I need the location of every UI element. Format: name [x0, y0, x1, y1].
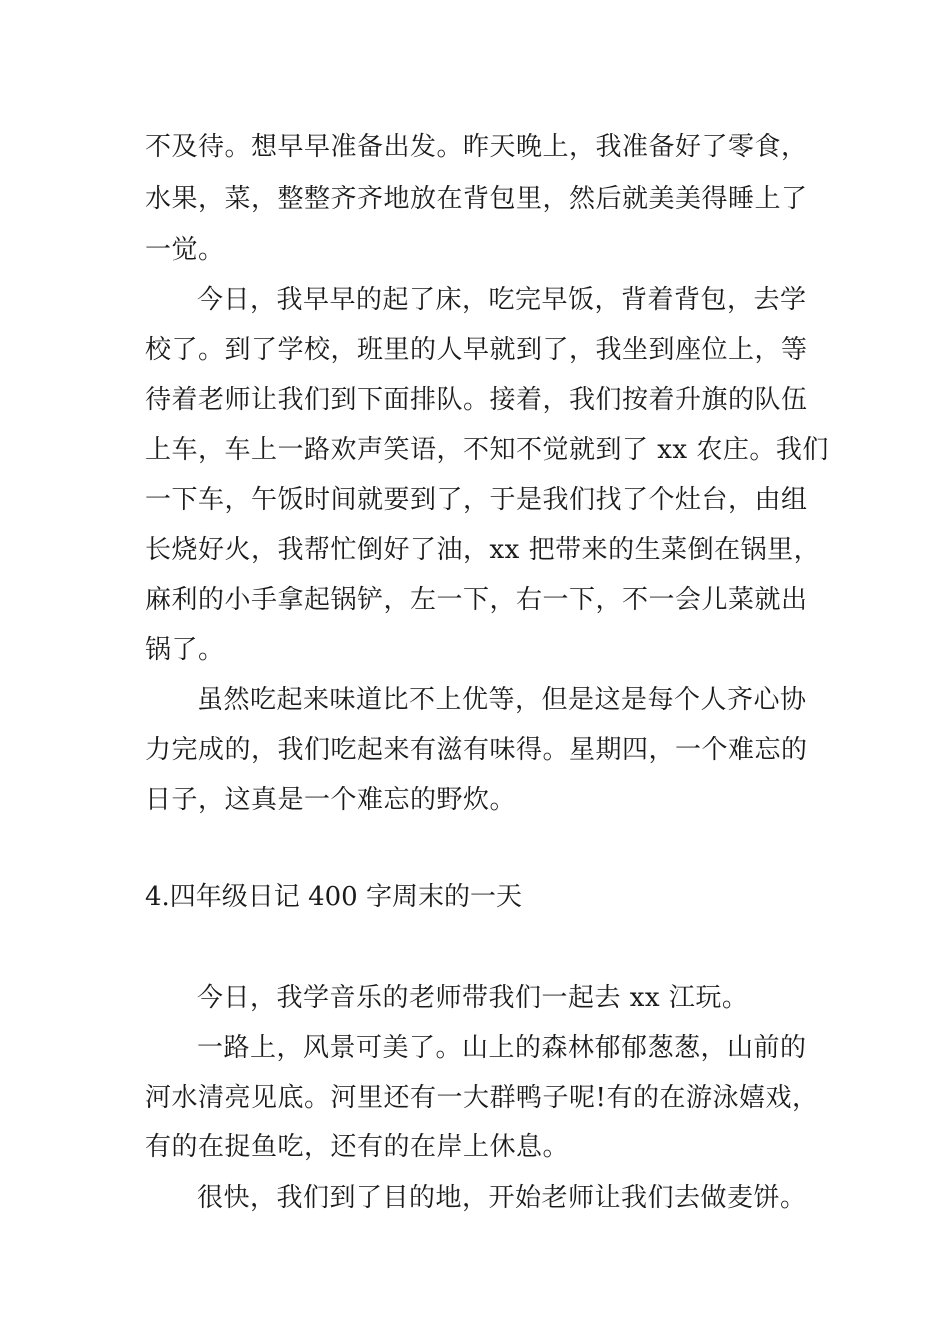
- text-line: 很快，我们到了目的地，开始老师让我们去做麦饼。: [197, 1183, 807, 1213]
- text-line: 日子，这真是一个难忘的野炊。: [145, 785, 517, 815]
- section-heading: 4.四年级日记 400 字周末的一天: [145, 882, 522, 912]
- text-line: 校了。到了学校，班里的人早就到了，我坐到座位上，等: [145, 335, 808, 365]
- text-line: 不及待。想早早准备出发。昨天晚上，我准备好了零食，: [145, 132, 808, 162]
- text-line: 今日，我早早的起了床，吃完早饭，背着背包，去学: [197, 285, 807, 315]
- text-line: 今日，我学音乐的老师带我们一起去 xx 江玩。: [197, 983, 749, 1013]
- text-line: 水果，菜，整整齐齐地放在背包里，然后就美美得睡上了: [145, 184, 808, 214]
- text-line: 一下车，午饭时间就要到了，于是我们找了个灶台，由组: [145, 485, 808, 515]
- text-line: 河水清亮见底。河里还有一大群鸭子呢!有的在游泳嬉戏，: [145, 1083, 819, 1113]
- text-line: 一路上，风景可美了。山上的森林郁郁葱葱，山前的: [197, 1033, 807, 1063]
- text-line: 有的在捉鱼吃，还有的在岸上休息。: [145, 1132, 570, 1162]
- text-line: 力完成的，我们吃起来有滋有味得。星期四，一个难忘的: [145, 735, 808, 765]
- text-line: 虽然吃起来味道比不上优等，但是这是每个人齐心协: [197, 685, 807, 715]
- text-line: 待着老师让我们到下面排队。接着，我们按着升旗的队伍: [145, 385, 808, 415]
- text-line: 麻利的小手拿起锅铲，左一下，右一下，不一会儿菜就出: [145, 585, 808, 615]
- text-line: 一觉。: [145, 235, 225, 265]
- text-line: 长烧好火，我帮忙倒好了油，xx 把带来的生菜倒在锅里，: [145, 535, 821, 565]
- text-line: 上车，车上一路欢声笑语，不知不觉就到了 xx 农庄。我们: [145, 435, 829, 465]
- text-line: 锅了。: [145, 635, 225, 665]
